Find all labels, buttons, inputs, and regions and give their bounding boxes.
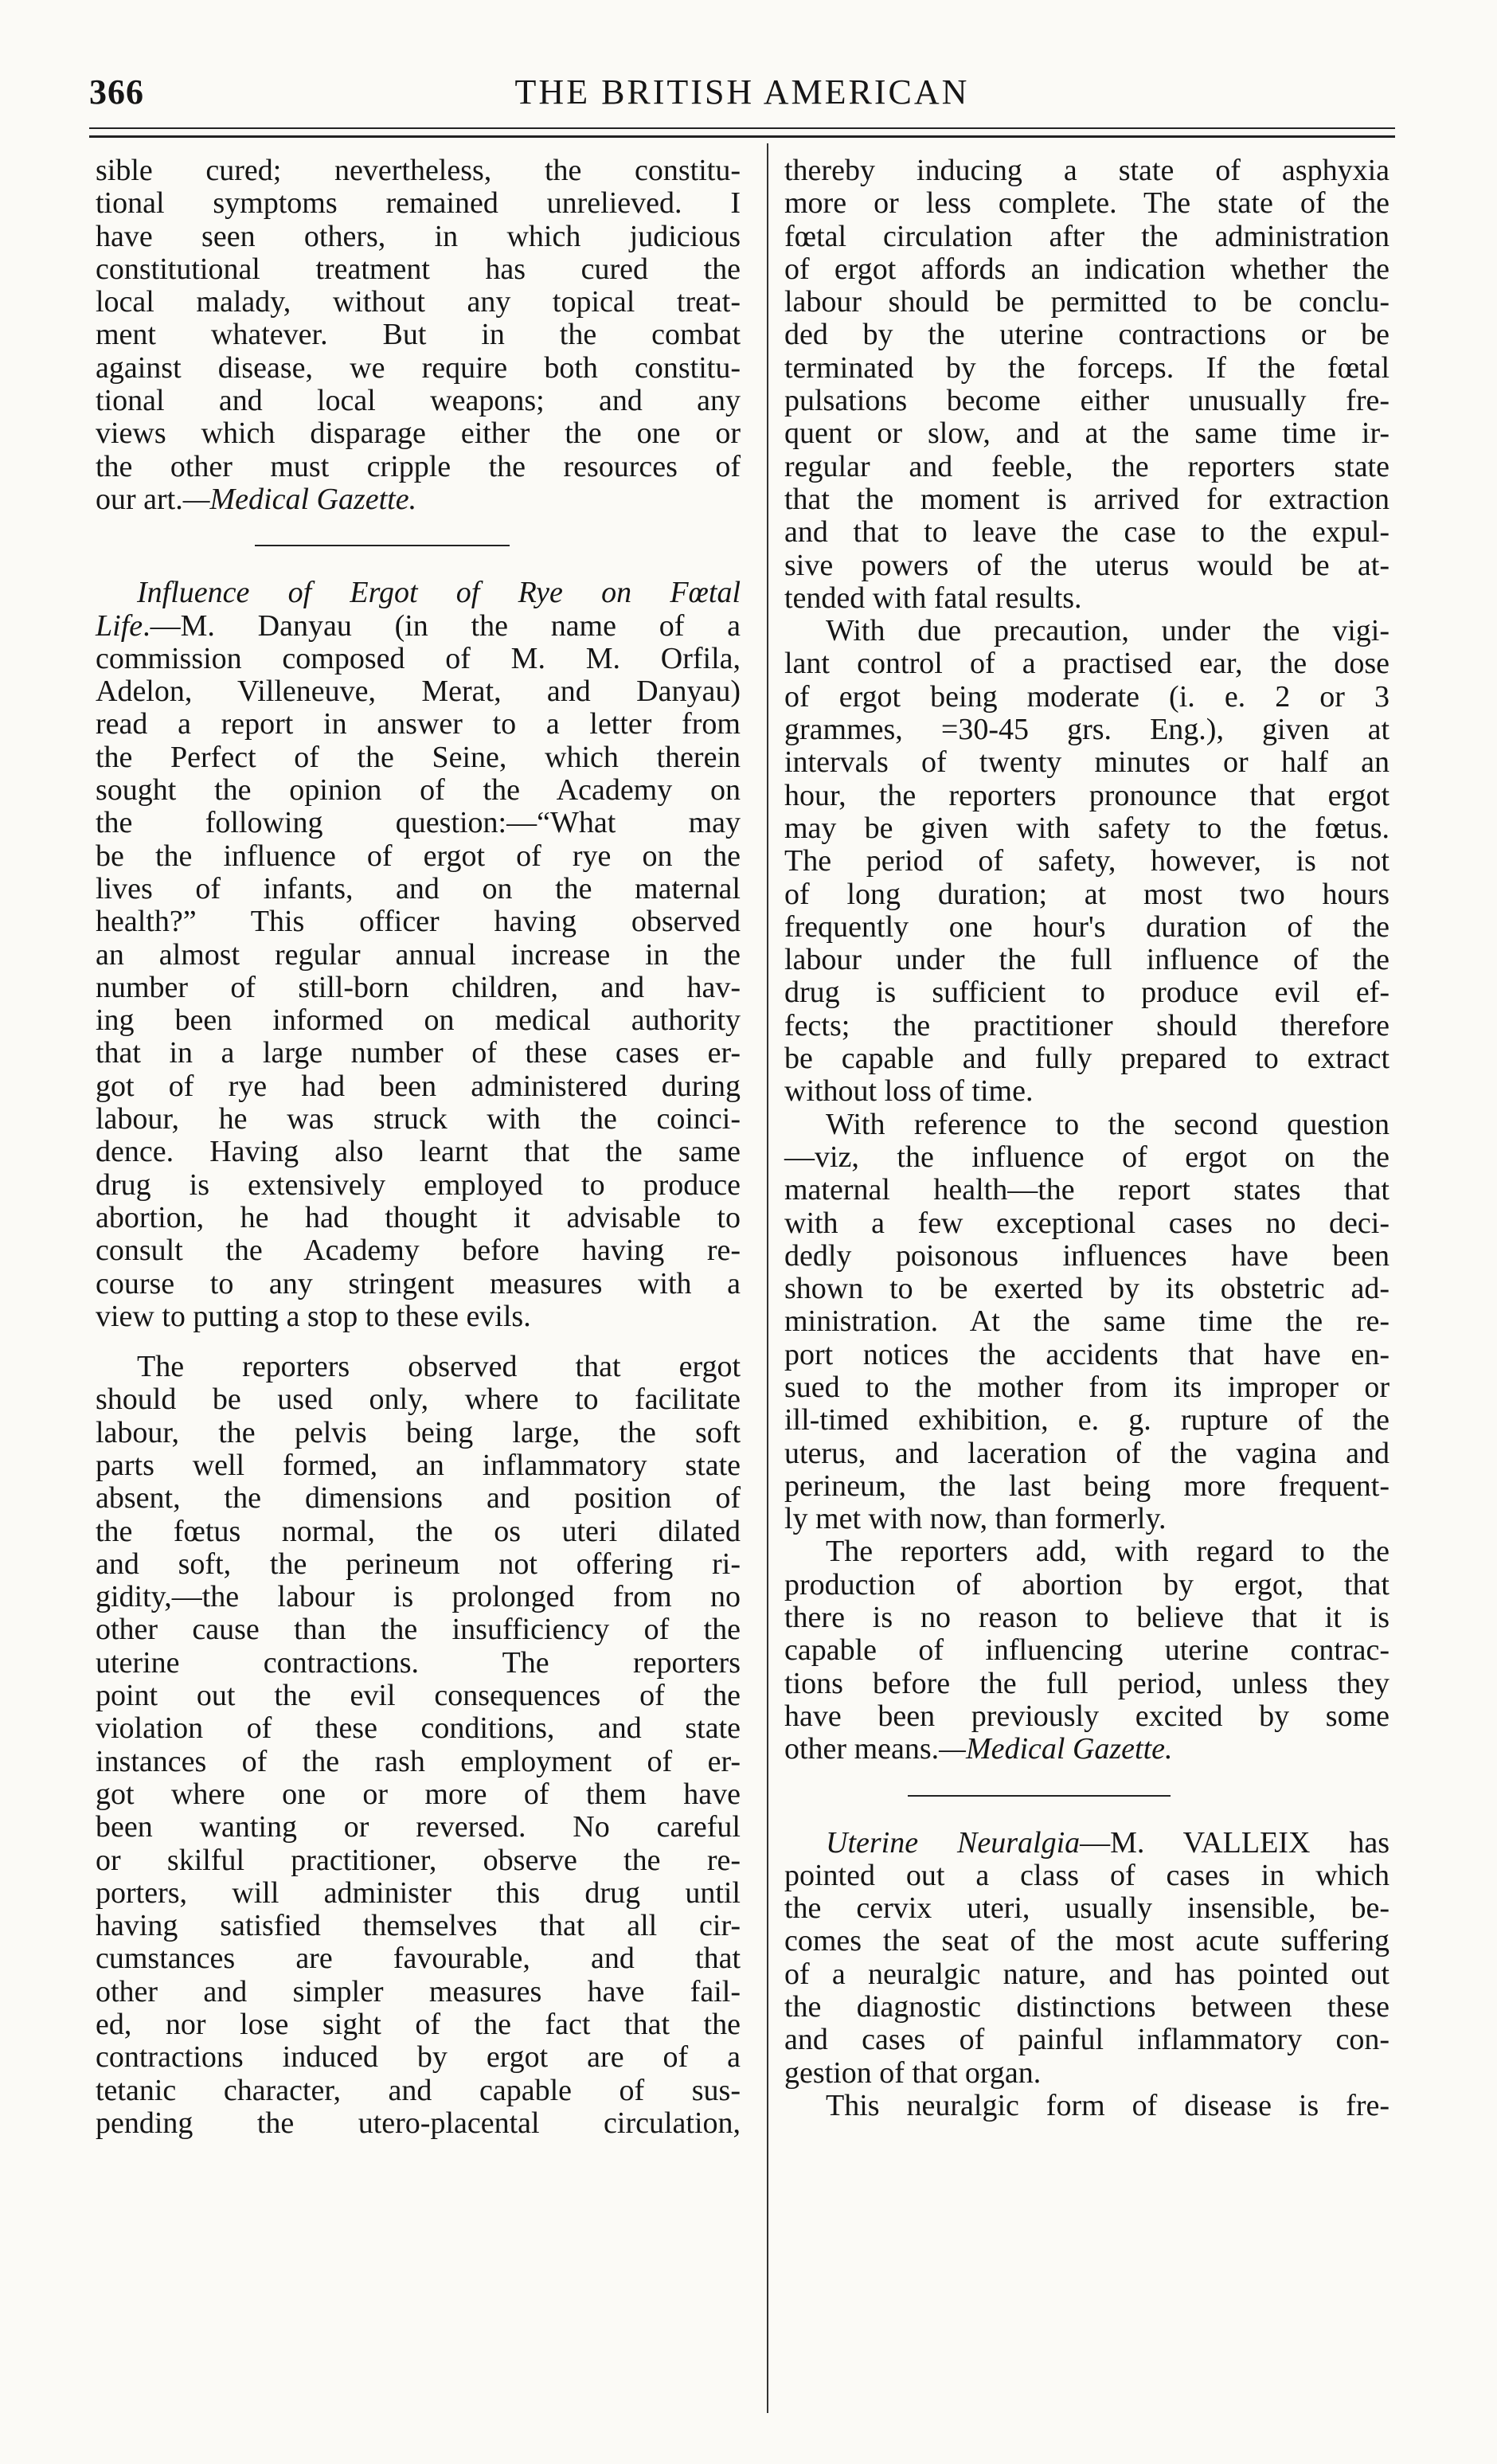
line-text: grammes, =30-45 grs. Eng.), given at xyxy=(784,713,1390,747)
text-line xyxy=(784,1860,1390,1892)
line-text: drug is sufficient to produce evil ef- xyxy=(784,976,1390,1010)
text-line xyxy=(784,221,1390,253)
text-line xyxy=(784,714,1390,746)
text-line xyxy=(784,1010,1390,1042)
line-text: maternal health—the report states that xyxy=(784,1173,1390,1207)
line-text: views which disparage either the one or xyxy=(96,417,741,451)
text-line xyxy=(784,2090,1390,2122)
text-line xyxy=(96,1877,741,1910)
line-text: and cases of painful inflammatory con- xyxy=(784,2023,1390,2057)
text-line xyxy=(96,286,741,319)
text-line xyxy=(96,187,741,220)
line-text: and soft, the perineum not offering ri- xyxy=(96,1547,741,1581)
line-text: may be given with safety to the fœtus. xyxy=(784,811,1390,845)
line-text: port notices the accidents that have en- xyxy=(784,1337,1390,1371)
source-citation: —Medical Gazette. xyxy=(182,482,417,516)
text-line xyxy=(96,1746,741,1778)
line-text: have been previously excited by some xyxy=(784,1699,1390,1733)
text-line xyxy=(96,253,741,286)
line-text: tional symptoms remained unrelieved. I xyxy=(96,186,741,221)
text-line xyxy=(784,2057,1390,2090)
page-header xyxy=(89,72,1395,127)
text-line xyxy=(96,939,741,972)
text-line xyxy=(784,451,1390,483)
line-text: our art. xyxy=(96,482,183,516)
text-line xyxy=(784,1991,1390,2024)
text-line xyxy=(784,1634,1390,1667)
line-text: ed, nor lose sight of the fact that the xyxy=(96,2008,741,2042)
line-text: with a few exceptional cases no deci- xyxy=(784,1206,1390,1240)
line-text: ill-timed exhibition, e. g. rupture of the xyxy=(784,1403,1390,1437)
line-text: tended with fatal results. xyxy=(784,581,1082,615)
line-text: be the influence of ergot of rye on the xyxy=(96,839,741,873)
line-text: labour under the full influence of the xyxy=(784,943,1390,977)
text-line xyxy=(784,1700,1390,1733)
text-line xyxy=(96,873,741,905)
text-line xyxy=(96,1268,741,1300)
text-line xyxy=(96,385,741,417)
column-divider xyxy=(767,143,768,2413)
line-text: lant control of a practised ear, the dose xyxy=(784,647,1390,681)
line-text: fects; the practitioner should therefore xyxy=(784,1008,1390,1042)
header-double-rule xyxy=(89,135,1395,138)
text-line xyxy=(784,1141,1390,1174)
line-text: ministration. At the same time the re- xyxy=(784,1304,1390,1339)
line-text: —viz, the influence of ergot on the xyxy=(784,1140,1390,1174)
text-line xyxy=(784,845,1390,878)
text-line xyxy=(96,1004,741,1037)
line-text: health?” This officer having observed xyxy=(96,905,741,939)
text-line xyxy=(96,451,741,483)
text-line xyxy=(784,1042,1390,1075)
text-line xyxy=(96,1449,741,1482)
text-line xyxy=(784,1305,1390,1338)
text-line xyxy=(96,1910,741,1942)
text-line xyxy=(784,319,1390,351)
line-text: having satisfied themselves that all cir- xyxy=(96,1909,741,1943)
line-text: the other must cripple the resources of xyxy=(96,449,741,483)
line-text: that in a large number of these cases er- xyxy=(96,1036,741,1070)
text-line xyxy=(96,352,741,385)
text-line xyxy=(784,1207,1390,1240)
text-line xyxy=(96,154,741,187)
text-line xyxy=(96,1976,741,2008)
right-column xyxy=(784,154,1390,2122)
line-text: regular and feeble, the reporters state xyxy=(784,449,1390,483)
text-line xyxy=(96,1942,741,1975)
text-line xyxy=(96,972,741,1004)
line-text: This neuralgic form of disease is fre- xyxy=(826,2088,1390,2122)
line-text: The reporters add, with regard to the xyxy=(826,1535,1390,1569)
line-text: pulsations become either unusually fre- xyxy=(784,384,1390,418)
text-line xyxy=(784,1404,1390,1437)
italic-heading: Influence of Ergot of Rye on Fœtal xyxy=(137,576,741,610)
line-text: other and simpler measures have fail- xyxy=(96,1974,741,2008)
text-line xyxy=(784,878,1390,911)
line-text: cumstances are favourable, and that xyxy=(96,1942,741,1976)
text-line xyxy=(96,483,741,516)
text-line xyxy=(784,1470,1390,1503)
line-text: against disease, we require both constitu- xyxy=(96,350,741,385)
line-text: production of abortion by ergot, that xyxy=(784,1567,1390,1602)
text-line xyxy=(96,1516,741,1548)
text-line xyxy=(96,1778,741,1811)
line-text: uterus, and laceration of the vagina and xyxy=(784,1436,1390,1470)
line-text: local malady, without any topical treat- xyxy=(96,285,741,319)
text-line xyxy=(784,286,1390,319)
text-line xyxy=(96,840,741,873)
line-text: ded by the uterine contractions or be xyxy=(784,318,1390,352)
line-text: read a report in answer to a letter from xyxy=(96,707,741,741)
text-line xyxy=(96,2041,741,2074)
line-text: uterine contractions. The reporters xyxy=(96,1645,741,1680)
text-line xyxy=(784,2024,1390,2056)
article-separator xyxy=(784,1766,1390,1827)
line-text: point out the evil consequences of the xyxy=(96,1679,741,1713)
line-text: perineum, the last being more frequent- xyxy=(784,1469,1390,1503)
text-line xyxy=(96,1613,741,1646)
line-text: of long duration; at most two hours xyxy=(784,877,1390,911)
text-line xyxy=(784,417,1390,450)
line-text: tions before the full period, unless they xyxy=(784,1666,1390,1700)
text-line xyxy=(96,1136,741,1168)
line-text: number of still-born children, and hav- xyxy=(96,970,741,1004)
line-text: commission composed of M. M. Orfila, xyxy=(96,641,741,675)
line-text: tional and local weapons; and any xyxy=(96,384,741,418)
line-text: been wanting or reversed. No careful xyxy=(96,1810,741,1844)
text-line xyxy=(784,976,1390,1009)
text-line xyxy=(96,905,741,938)
line-text: an almost regular annual increase in the xyxy=(96,937,741,972)
paragraph-gap xyxy=(96,1333,741,1351)
line-text: parts well formed, an inflammatory state xyxy=(96,1448,741,1482)
text-line xyxy=(784,911,1390,944)
text-line xyxy=(784,1569,1390,1602)
line-text: hour, the reporters pronounce that ergot xyxy=(784,778,1390,812)
line-text: ment whatever. But in the combat xyxy=(96,318,741,352)
line-text: sible cured; nevertheless, the constitu- xyxy=(96,154,741,187)
line-text: or skilful practitioner, observe the re- xyxy=(96,1843,741,1877)
text-line xyxy=(784,483,1390,516)
text-line xyxy=(784,1733,1390,1766)
line-text: violation of these conditions, and state xyxy=(96,1711,741,1746)
text-line xyxy=(96,2075,741,2107)
text-line xyxy=(96,610,741,643)
text-line xyxy=(784,582,1390,615)
line-text: lives of infants, and on the maternal xyxy=(96,871,741,905)
line-text: of a neuralgic nature, and has pointed out xyxy=(784,1957,1390,1991)
text-line xyxy=(96,1037,741,1070)
article-separator xyxy=(96,516,741,577)
line-text: constitutional treatment has cured the xyxy=(96,252,741,286)
line-text: have seen others, in which judicious xyxy=(96,219,741,253)
line-text: absent, the dimensions and position of xyxy=(96,1481,741,1516)
line-text: The reporters observed that ergot xyxy=(137,1350,741,1384)
line-text: The period of safety, however, is not xyxy=(784,844,1390,878)
text-line xyxy=(784,1240,1390,1273)
line-text: comes the seat of the most acute suffering xyxy=(784,1924,1390,1958)
text-line xyxy=(96,741,741,774)
line-text: sive powers of the uterus would be at- xyxy=(784,548,1390,582)
text-line xyxy=(96,1351,741,1383)
text-line xyxy=(96,1300,741,1333)
text-line xyxy=(96,643,741,675)
text-line xyxy=(784,253,1390,286)
source-citation: —Medical Gazette. xyxy=(939,1732,1173,1766)
text-line xyxy=(784,154,1390,187)
line-text: view to putting a stop to these evils. xyxy=(96,1299,531,1333)
line-text: got of rye had been administered during xyxy=(96,1069,741,1103)
text-line xyxy=(784,516,1390,549)
line-text: there is no reason to believe that it is xyxy=(784,1601,1390,1635)
text-line xyxy=(96,221,741,253)
text-line xyxy=(784,1958,1390,1991)
running-title: THE BRITISH AMERICAN xyxy=(514,72,970,111)
italic-heading: Life xyxy=(96,608,143,643)
header-rule xyxy=(89,127,1395,129)
text-line xyxy=(784,1535,1390,1568)
text-line xyxy=(784,352,1390,385)
text-line xyxy=(96,1202,741,1234)
text-line xyxy=(784,1109,1390,1141)
text-line xyxy=(96,675,741,708)
text-line xyxy=(96,1070,741,1103)
text-line xyxy=(784,615,1390,647)
text-line xyxy=(96,2008,741,2041)
line-text: Adelon, Villeneuve, Merat, and Danyau) xyxy=(96,675,741,709)
text-line xyxy=(96,319,741,351)
text-line xyxy=(784,1339,1390,1371)
text-line xyxy=(96,577,741,609)
line-text: sued to the mother from its improper or xyxy=(784,1370,1390,1404)
line-text: pointed out a class of cases in which xyxy=(784,1858,1390,1892)
line-text: ly met with now, than formerly. xyxy=(784,1502,1167,1536)
line-text: more or less complete. The state of the xyxy=(784,186,1390,221)
text-line xyxy=(96,1234,741,1267)
text-line xyxy=(784,385,1390,417)
text-line xyxy=(96,1647,741,1680)
line-text: —M. VALLEIX has xyxy=(1080,1825,1390,1860)
line-text: thereby inducing a state of asphyxia xyxy=(784,154,1390,187)
left-column xyxy=(96,154,741,2140)
text-line xyxy=(784,812,1390,845)
text-line xyxy=(784,944,1390,976)
line-text: dence. Having also learnt that the same xyxy=(96,1135,741,1169)
line-text: got where one or more of them have xyxy=(96,1777,741,1811)
text-line xyxy=(784,1503,1390,1535)
text-line xyxy=(96,417,741,450)
line-text: pending the utero-placental circulation, xyxy=(96,2106,741,2140)
line-text: without loss of time. xyxy=(784,1074,1034,1109)
text-line xyxy=(96,1548,741,1581)
line-text: instances of the rash employment of er- xyxy=(96,1744,741,1778)
line-text: other means. xyxy=(784,1732,940,1766)
line-text: be capable and fully prepared to extract xyxy=(784,1042,1390,1076)
text-line xyxy=(784,1437,1390,1470)
text-line xyxy=(96,1417,741,1449)
page-number: 366 xyxy=(89,72,144,111)
text-line xyxy=(784,647,1390,680)
line-text: intervals of twenty minutes or half an xyxy=(784,745,1390,780)
line-text: gestion of that organ. xyxy=(784,2055,1042,2090)
text-line xyxy=(96,1811,741,1844)
text-line xyxy=(96,1581,741,1613)
text-line xyxy=(784,681,1390,714)
line-text: gidity,—the labour is prolonged from no xyxy=(96,1580,741,1614)
line-text: the fœtus normal, the os uteri dilated xyxy=(96,1514,741,1548)
line-text: the following question:—“What may xyxy=(96,806,741,840)
text-line xyxy=(96,1482,741,1515)
line-text: drug is extensively employed to produce xyxy=(96,1167,741,1202)
text-line xyxy=(96,1383,741,1416)
italic-heading: Uterine Neuralgia xyxy=(826,1825,1081,1860)
line-text: porters, will administer this drug until xyxy=(96,1875,741,1910)
line-text: shown to be exerted by its obstetric ad- xyxy=(784,1272,1390,1306)
text-line xyxy=(96,2107,741,2140)
text-line xyxy=(784,1827,1390,1860)
text-line xyxy=(784,187,1390,220)
line-text: contractions induced by ergot are of a xyxy=(96,2040,741,2075)
line-text: fœtal circulation after the administration xyxy=(784,219,1390,253)
text-line xyxy=(784,1925,1390,1958)
line-text: .—M. Danyau (in the name of a xyxy=(143,608,741,643)
line-text: With due precaution, under the vigi- xyxy=(826,614,1390,648)
text-line xyxy=(784,746,1390,779)
line-text: the cervix uteri, usually insensible, be- xyxy=(784,1891,1390,1926)
line-text: the diagnostic distinctions between these xyxy=(784,1990,1390,2024)
text-line xyxy=(784,550,1390,582)
line-text: sought the opinion of the Academy on xyxy=(96,773,741,808)
line-text: the Perfect of the Seine, which therein xyxy=(96,740,741,774)
text-line xyxy=(784,1371,1390,1404)
line-text: of ergot being moderate (i. e. 2 or 3 xyxy=(784,679,1390,714)
line-text: labour, the pelvis being large, the soft xyxy=(96,1415,741,1449)
line-text: capable of influencing uterine contrac- xyxy=(784,1633,1390,1668)
text-line xyxy=(96,1169,741,1202)
text-line xyxy=(784,1075,1390,1108)
line-text: dedly poisonous influences have been xyxy=(784,1238,1390,1273)
line-text: labour, he was struck with the coinci- xyxy=(96,1102,741,1136)
line-text: quent or slow, and at the same time ir- xyxy=(784,417,1390,451)
text-line xyxy=(96,1103,741,1136)
text-line xyxy=(784,1668,1390,1700)
line-text: labour should be permitted to be conclu- xyxy=(784,285,1390,319)
line-text: frequently one hour's duration of the xyxy=(784,909,1390,944)
line-text: course to any stringent measures with a xyxy=(96,1266,741,1300)
line-text: other cause than the insufficiency of the xyxy=(96,1613,741,1647)
text-line xyxy=(96,1680,741,1712)
line-text: ing been informed on medical authority xyxy=(96,1003,741,1038)
text-line xyxy=(784,1892,1390,1925)
line-text: tetanic character, and capable of sus- xyxy=(96,2073,741,2107)
line-text: terminated by the forceps. If the fœtal xyxy=(784,350,1390,385)
line-text: consult the Academy before having re- xyxy=(96,1234,741,1268)
text-line xyxy=(96,774,741,807)
line-text: and that to leave the case to the expul- xyxy=(784,515,1390,550)
line-text: should be used only, where to facilitate xyxy=(96,1383,741,1417)
text-line xyxy=(96,1712,741,1745)
line-text: abortion, he had thought it advisable to xyxy=(96,1200,741,1234)
text-line xyxy=(96,807,741,839)
text-line xyxy=(784,1273,1390,1305)
text-line xyxy=(96,708,741,741)
text-line xyxy=(96,1844,741,1877)
line-text: With reference to the second question xyxy=(826,1107,1390,1141)
line-text: that the moment is arrived for extraction xyxy=(784,482,1390,516)
line-text: of ergot affords an indication whether the xyxy=(784,252,1390,286)
text-line xyxy=(784,1174,1390,1207)
text-line xyxy=(784,1602,1390,1634)
text-line xyxy=(784,780,1390,812)
